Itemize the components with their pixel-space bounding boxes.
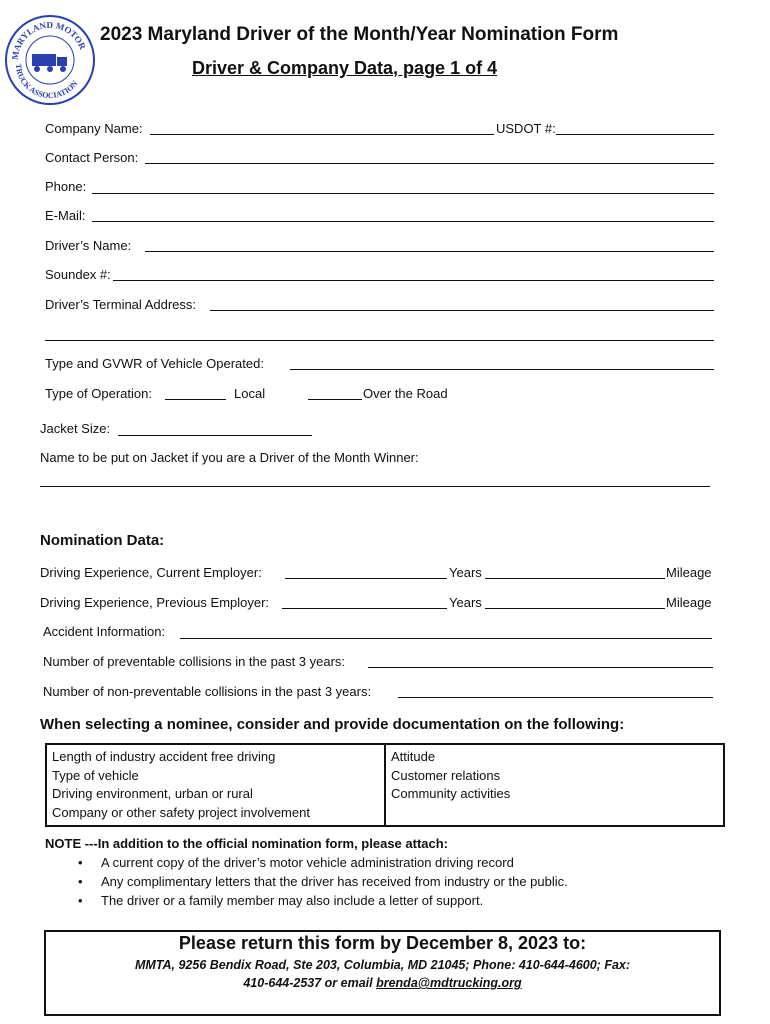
email-field[interactable]	[92, 221, 714, 222]
note-bullet: Any complimentary letters that the driver has received from industry or the public.	[101, 874, 568, 889]
driver-name-label: Driver’s Name:	[45, 238, 132, 253]
exp-current-label: Driving Experience, Current Employer:	[40, 565, 262, 580]
criteria-item: Customer relations	[391, 767, 501, 783]
usdot-field[interactable]	[556, 134, 714, 135]
phone-field[interactable]	[92, 193, 714, 194]
logo-text-top: MARYLAND MOTOR	[9, 19, 88, 61]
criteria-item: Type of vehicle	[52, 767, 139, 783]
criteria-item: Company or other safety project involvement	[52, 804, 310, 820]
terminal-address-field[interactable]	[210, 310, 714, 311]
mmta-logo	[4, 14, 96, 106]
criteria-item: Length of industry accident free driving	[52, 749, 276, 764]
criteria-item: Community activities	[391, 786, 511, 801]
exp-previous-years-field[interactable]	[282, 608, 447, 609]
operation-otr-label: Over the Road	[363, 386, 448, 401]
return-address: MMTA, 9256 Bendix Road, Ste 203, Columbia, MD 21045; Phone: 410-644-4600; Fax:	[134, 958, 631, 972]
contact-person-label: Contact Person:	[45, 150, 139, 165]
company-name-label: Company Name:	[45, 121, 143, 136]
exp-previous-label: Driving Experience, Previous Employer:	[40, 595, 270, 610]
note-bullet: A current copy of the driver’s motor vehicle administration driving record	[101, 855, 514, 870]
note-text: NOTE ---In addition to the official nomination form, please attach:	[45, 836, 449, 851]
driver-name-field[interactable]	[145, 251, 714, 252]
operation-local-blank[interactable]	[165, 399, 226, 400]
criteria-left-list	[52, 748, 310, 822]
return-title: Please return this form by December 8, 2023 to:	[178, 933, 587, 953]
jacket-name-label: Name to be put on Jacket if you are a Driver of the Month Winner:	[40, 450, 419, 465]
jacket-size-field[interactable]	[118, 435, 312, 436]
preventable-field[interactable]	[368, 667, 713, 668]
exp-current-mileage-label: Mileage	[666, 565, 712, 580]
exp-current-mileage-field[interactable]	[485, 578, 665, 579]
non-preventable-label: Number of non-preventable collisions in the past 3 years:	[43, 684, 372, 699]
criteria-heading: When selecting a nominee, consider and provide documentation on the following:	[40, 716, 625, 733]
bullet-dot: •	[78, 893, 83, 908]
nomination-heading: Nomination Data:	[40, 532, 165, 549]
logo-text-bottom: TRUCK ASSOCIATION	[13, 63, 80, 101]
non-preventable-field[interactable]	[398, 697, 713, 698]
jacket-name-field[interactable]	[40, 486, 710, 487]
contact-person-field[interactable]	[145, 163, 714, 164]
company-name-field[interactable]	[150, 134, 494, 135]
jacket-size-label: Jacket Size:	[40, 421, 111, 436]
operation-local-label: Local	[234, 386, 266, 401]
preventable-label: Number of preventable collisions in the past 3 years:	[43, 654, 346, 669]
criteria-divider	[384, 745, 386, 825]
soundex-field[interactable]	[113, 280, 714, 281]
terminal-address-field-line2[interactable]	[45, 340, 714, 341]
exp-previous-mileage-field[interactable]	[485, 608, 665, 609]
exp-current-years-field[interactable]	[285, 578, 447, 579]
note-bullet: The driver or a family member may also include a letter of support.	[101, 893, 484, 908]
form-title: 2023 Maryland Driver of the Month/Year Nomination Form	[100, 24, 619, 45]
exp-current-years-label: Years	[449, 565, 482, 580]
vehicle-gvwr-label: Type and GVWR of Vehicle Operated:	[45, 356, 264, 371]
operation-type-label: Type of Operation:	[45, 386, 152, 401]
return-fax: 410-644-2537 or email	[243, 976, 377, 990]
bullet-dot: •	[78, 855, 83, 870]
criteria-item: Driving environment, urban or rural	[52, 786, 253, 801]
truck-icon	[32, 54, 67, 72]
usdot-label: USDOT #:	[496, 121, 556, 136]
soundex-label: Soundex #:	[45, 267, 111, 282]
phone-label: Phone:	[45, 179, 87, 194]
exp-previous-years-label: Years	[449, 595, 482, 610]
accident-info-field[interactable]	[180, 638, 712, 639]
email-label: E-Mail:	[45, 208, 86, 223]
accident-info-label: Accident Information:	[43, 624, 166, 639]
criteria-right-list	[391, 748, 510, 804]
bullet-dot: •	[78, 874, 83, 889]
return-email-link[interactable]: brenda@mdtrucking.org	[376, 976, 522, 990]
criteria-item: Attitude	[391, 749, 436, 764]
return-contact	[44, 976, 721, 990]
exp-previous-mileage-label: Mileage	[666, 595, 712, 610]
operation-otr-blank[interactable]	[308, 399, 362, 400]
vehicle-gvwr-field[interactable]	[290, 369, 714, 370]
form-subtitle: Driver & Company Data, page 1 of 4	[192, 58, 498, 78]
terminal-address-label: Driver’s Terminal Address:	[45, 297, 196, 312]
